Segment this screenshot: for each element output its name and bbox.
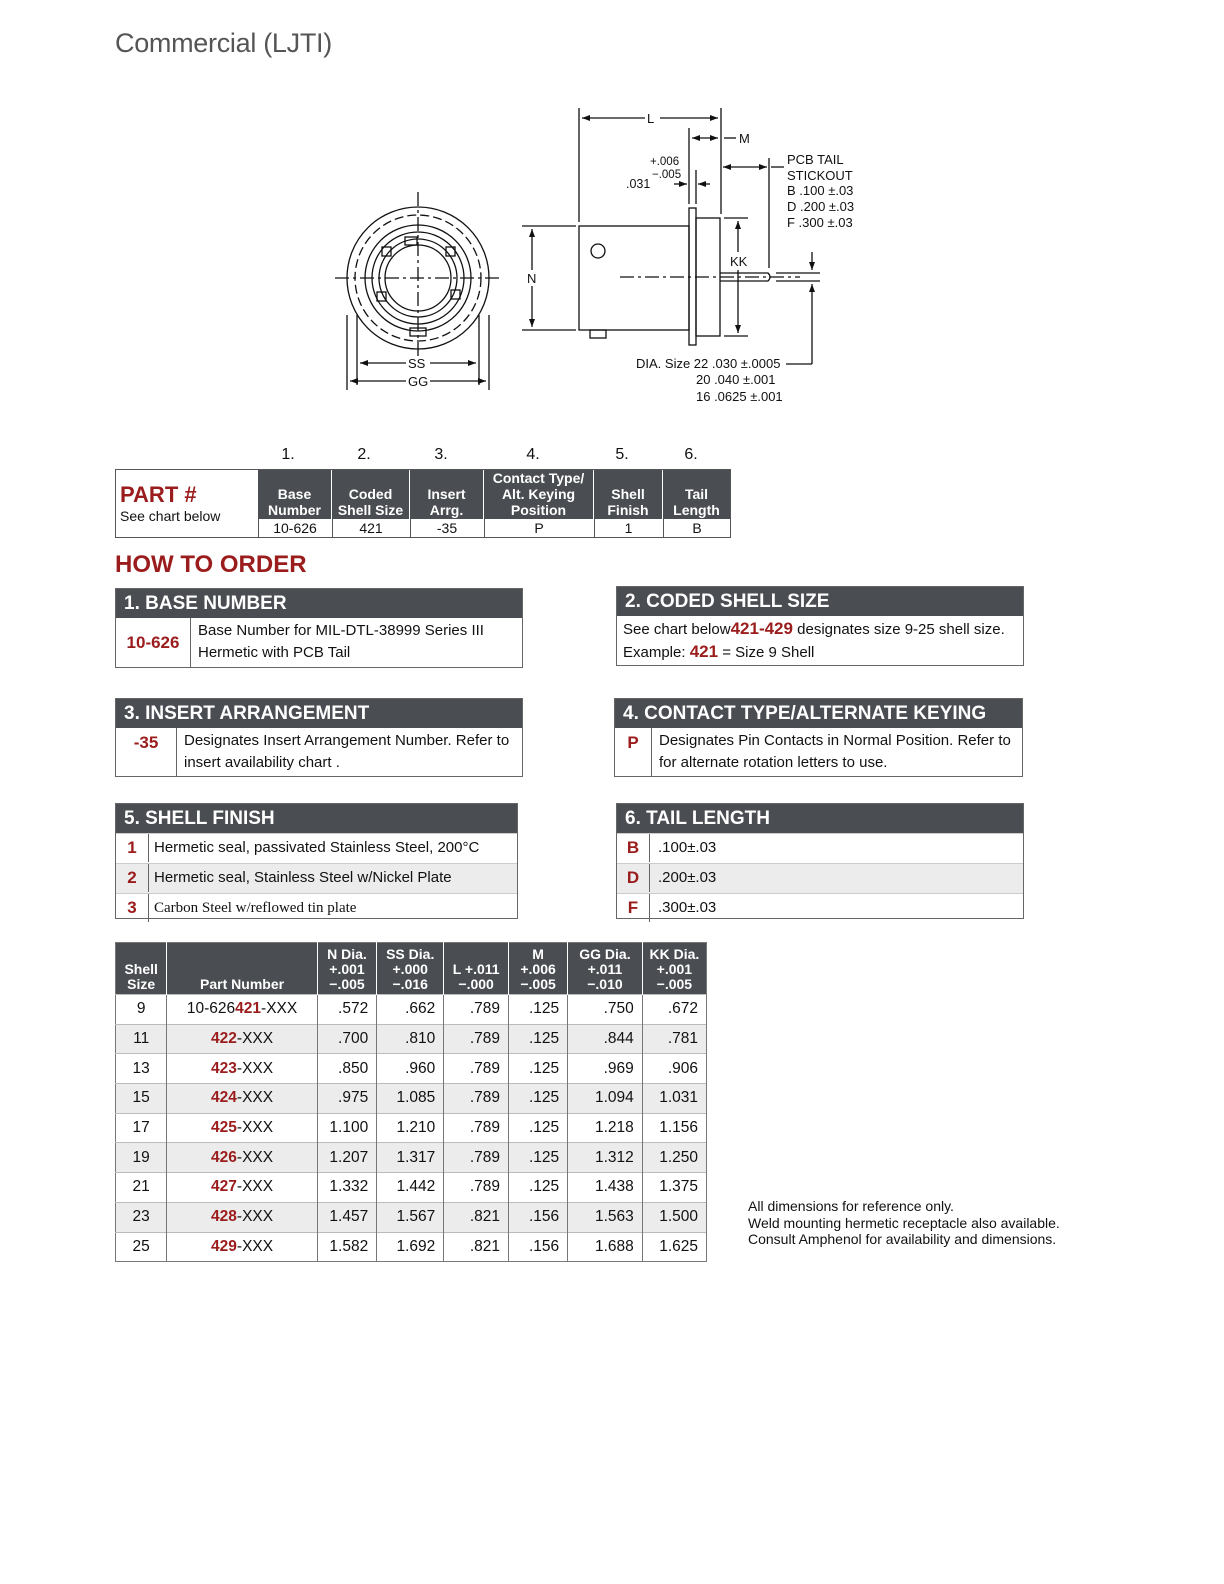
shell-finish-code: 1 [116, 834, 149, 862]
contact-desc-2: for alternate rotation letters to use. [659, 754, 888, 771]
kk-dia-cell: 1.031 [642, 1084, 706, 1114]
stickout-label: STICKOUT [787, 168, 853, 183]
ss-dia-cell: 1.692 [377, 1232, 444, 1262]
coded-shell-example-label: Example: [623, 644, 686, 661]
pn-col-tail [663, 470, 730, 537]
m-dim-cell: .125 [509, 995, 568, 1025]
shell-size-cell: 11 [116, 1024, 167, 1054]
part-code: 421 [235, 1000, 262, 1018]
dimension-row [116, 1024, 707, 1054]
m-dim-cell: .125 [509, 1024, 568, 1054]
shell-finish-row [116, 833, 517, 863]
coded-shell-range: 421-429 [730, 619, 793, 638]
dimension-row [116, 1054, 707, 1084]
dimension-row [116, 1143, 707, 1173]
dimension-row [116, 1232, 707, 1262]
dimension-row [116, 1202, 707, 1232]
part-code: 423 [211, 1059, 237, 1077]
stickout-b: B .100 ±.03 [787, 183, 854, 198]
gg-dia-cell: 1.688 [568, 1232, 643, 1262]
part-suffix: -XXX [236, 1089, 274, 1107]
shell-finish-text: Carbon Steel w/reflowed tin plate [154, 900, 357, 916]
dim-gg-label: GG [408, 374, 429, 389]
th-l: L +.011 −.000 [444, 943, 509, 995]
insert-desc-1: Designates Insert Arrangement Number. Refer to [184, 732, 510, 749]
part-number-table [115, 440, 735, 540]
kk-dia-cell: 1.156 [642, 1113, 706, 1143]
coded-shell-post: designates size 9-25 shell size. [797, 621, 1005, 638]
m-dim-cell: .125 [509, 1143, 568, 1173]
l-dim-cell: .789 [444, 995, 509, 1025]
ss-dia-cell: 1.085 [377, 1084, 444, 1114]
dimension-row [116, 1173, 707, 1203]
part-suffix: -XXX [236, 1178, 274, 1196]
n-dia-cell: .572 [317, 995, 376, 1025]
part-suffix: -XXX [236, 1208, 274, 1226]
th-shell-size: Shell Size [116, 943, 167, 995]
shell-size-cell: 17 [116, 1113, 167, 1143]
shell-size-cell: 21 [116, 1173, 167, 1203]
shell-size-cell: 15 [116, 1084, 167, 1114]
part-suffix: -XXX [236, 1237, 274, 1255]
part-number-cell [167, 1173, 317, 1203]
shell-size-cell: 25 [116, 1232, 167, 1262]
tail-length-text: .300±.03 [658, 899, 717, 916]
pn-val-insert: -35 [410, 519, 483, 537]
kk-dia-cell: 1.625 [642, 1232, 706, 1262]
pn-head-base-2: Number [268, 502, 321, 518]
tail-length-row [617, 863, 1023, 893]
part-number-cell [167, 1143, 317, 1173]
part-number-label-cell [116, 470, 259, 537]
l-dim-cell: .789 [444, 1113, 509, 1143]
shell-size-cell: 9 [116, 995, 167, 1025]
l-dim-cell: .821 [444, 1202, 509, 1232]
kk-dia-cell: 1.500 [642, 1202, 706, 1232]
section-base-number-title: 1. BASE NUMBER [116, 589, 522, 618]
pn-col-shell-size [332, 470, 410, 537]
section-tail-length-title: 6. TAIL LENGTH [617, 804, 1023, 833]
shell-size-cell: 19 [116, 1143, 167, 1173]
tail-length-code: F [617, 894, 650, 922]
m-dim-cell: .156 [509, 1202, 568, 1232]
shell-finish-row [116, 863, 517, 893]
ss-dia-cell: 1.567 [377, 1202, 444, 1232]
pn-head-contact-2: Alt. Keying [501, 486, 576, 502]
shell-size-cell: 13 [116, 1054, 167, 1084]
dia-line-2: 20 .040 ±.001 [696, 372, 776, 387]
tail-length-row [617, 833, 1023, 863]
th-m: M +.006 −.005 [509, 943, 568, 995]
insert-code: -35 [116, 728, 177, 776]
dim-n-label: N [527, 271, 537, 286]
section-contact-title: 4. CONTACT TYPE/ALTERNATE KEYING [615, 699, 1022, 728]
part-number-box [115, 469, 731, 538]
ss-dia-cell: 1.442 [377, 1173, 444, 1203]
m-dim-cell: .156 [509, 1232, 568, 1262]
part-suffix: -XXX [236, 1030, 274, 1048]
th-kk-dia: KK Dia. +.001 −.005 [642, 943, 706, 995]
pn-col-contact [484, 470, 594, 537]
contact-desc-1: Designates Pin Contacts in Normal Position. Refer to [659, 732, 1011, 749]
gg-dia-cell: 1.094 [568, 1084, 643, 1114]
part-number-title: PART # [120, 482, 197, 507]
stickout-d: D .200 ±.03 [787, 199, 855, 214]
th-gg-dia: GG Dia. +.011 −.010 [568, 943, 643, 995]
stickout-f: F .300 ±.03 [787, 215, 853, 230]
shell-finish-code: 3 [116, 894, 149, 922]
shell-size-cell: 23 [116, 1202, 167, 1232]
section-coded-shell-title: 2. CODED SHELL SIZE [617, 587, 1023, 616]
note-line-1: All dimensions for reference only. [748, 1198, 954, 1214]
contact-code: P [615, 728, 652, 776]
tail-length-code: B [617, 834, 650, 862]
dia-line-1: DIA. Size 22 .030 ±.0005 [636, 356, 781, 371]
dimension-row [116, 1084, 707, 1114]
m-dim-cell: .125 [509, 1084, 568, 1114]
gg-dia-cell: .750 [568, 995, 643, 1025]
section-contact-type [614, 698, 1023, 777]
dimension-row [116, 995, 707, 1025]
pn-val-finish: 1 [594, 519, 662, 537]
base-number-code: 10-626 [116, 618, 191, 667]
part-suffix: -XXX [261, 1000, 298, 1018]
m-dim-cell: .125 [509, 1113, 568, 1143]
part-number-cell [167, 1024, 317, 1054]
pn-head-finish-1: Shell [611, 486, 645, 502]
pn-val-base: 10-626 [258, 519, 331, 537]
part-number-cell [167, 1054, 317, 1084]
shell-finish-text: Hermetic seal, Stainless Steel w/Nickel Plate [154, 869, 452, 886]
n-dia-cell: 1.457 [317, 1202, 376, 1232]
pn-head-contact-1: Contact Type/ [492, 470, 585, 486]
pn-col-base [258, 470, 332, 537]
n-dia-cell: 1.207 [317, 1143, 376, 1173]
part-number-cell [167, 1202, 317, 1232]
dimension-table-header [116, 943, 707, 995]
pn-val-tail: B [663, 519, 730, 537]
part-number-cell [167, 1232, 317, 1262]
col-num-2: 2. [357, 446, 371, 463]
section-insert-arrangement [115, 698, 523, 777]
gg-dia-cell: 1.312 [568, 1143, 643, 1173]
dim-l-label: L [647, 111, 655, 126]
ss-dia-cell: .662 [377, 995, 444, 1025]
pn-col-finish [594, 470, 663, 537]
dim-ss-label: SS [408, 356, 426, 371]
part-code: 422 [211, 1030, 237, 1048]
pn-head-insert-2: Arrg. [429, 502, 464, 518]
pn-head-finish-2: Finish [607, 502, 649, 518]
th-n-dia: N Dia. +.001 −.005 [317, 943, 376, 995]
part-code: 425 [211, 1119, 237, 1137]
kk-dia-cell: .672 [642, 995, 706, 1025]
gg-dia-cell: .844 [568, 1024, 643, 1054]
part-suffix: -XXX [236, 1119, 274, 1137]
gg-dia-cell: 1.563 [568, 1202, 643, 1232]
pn-head-contact-3: Position [510, 502, 567, 518]
tol-minus-label: −.005 [652, 169, 682, 181]
part-suffix: -XXX [236, 1148, 274, 1166]
n-dia-cell: .850 [317, 1054, 376, 1084]
coded-shell-example-code: 421 [689, 642, 719, 661]
pn-head-base-1: Base [277, 486, 312, 502]
pn-head-shell-1: Coded [348, 486, 393, 502]
pcb-tail-label: PCB TAIL [787, 152, 844, 167]
notes [748, 1198, 1060, 1248]
m-dim-cell: .125 [509, 1173, 568, 1203]
part-number-cell [167, 995, 317, 1025]
ss-dia-cell: .960 [377, 1054, 444, 1084]
insert-desc-2: insert availability chart . [184, 754, 340, 771]
section-insert-title: 3. INSERT ARRANGEMENT [116, 699, 522, 728]
gg-dia-cell: .969 [568, 1054, 643, 1084]
note-line-2: Weld mounting hermetic receptacle also available. [748, 1214, 1060, 1231]
pn-col-insert [410, 470, 484, 537]
kk-dia-cell: .906 [642, 1054, 706, 1084]
col-num-4: 4. [526, 446, 540, 463]
kk-dia-cell: 1.375 [642, 1173, 706, 1203]
part-code: 429 [211, 1237, 237, 1255]
tail-length-row [617, 893, 1023, 923]
pn-head-tail-1: Tail [684, 486, 709, 502]
dimension-table [115, 942, 707, 1262]
kk-dia-cell: 1.250 [642, 1143, 706, 1173]
part-number-subtitle: See chart below [120, 508, 221, 524]
part-code: 424 [211, 1089, 237, 1107]
note-line-3: Consult Amphenol for availability and dimensions. [748, 1231, 1057, 1247]
page-title: Commercial (LJTI) [115, 28, 332, 58]
gg-dia-cell: 1.438 [568, 1173, 643, 1203]
ss-dia-cell: 1.317 [377, 1143, 444, 1173]
pn-head-tail-2: Length [673, 502, 720, 518]
pn-val-shell-size: 421 [332, 519, 409, 537]
col-num-1: 1. [281, 446, 295, 463]
shell-finish-code: 2 [116, 864, 149, 892]
part-number-cell [167, 1113, 317, 1143]
section-tail-length [616, 803, 1024, 919]
pn-head-shell-2: Shell Size [337, 502, 404, 518]
ss-dia-cell: .810 [377, 1024, 444, 1054]
n-dia-cell: .700 [317, 1024, 376, 1054]
tol-plus-label: +.006 [650, 156, 680, 168]
l-dim-cell: .789 [444, 1084, 509, 1114]
l-dim-cell: .789 [444, 1054, 509, 1084]
section-base-number [115, 588, 523, 668]
dim-m-label: M [739, 131, 750, 146]
l-dim-cell: .789 [444, 1143, 509, 1173]
dia-line-3: 16 .0625 ±.001 [696, 389, 783, 404]
n-dia-cell: .975 [317, 1084, 376, 1114]
m-dim-cell: .125 [509, 1054, 568, 1084]
th-part-number: Part Number [167, 943, 317, 995]
kk-dia-cell: .781 [642, 1024, 706, 1054]
col-num-6: 6. [684, 446, 698, 463]
base-number-desc-1: Base Number for MIL-DTL-38999 Series III [198, 622, 484, 639]
coded-shell-example-post: = Size 9 Shell [722, 644, 815, 661]
tail-length-code: D [617, 864, 650, 892]
how-to-order-heading: HOW TO ORDER [115, 551, 307, 578]
ss-dia-cell: 1.210 [377, 1113, 444, 1143]
dim-kk-label: KK [730, 254, 748, 269]
shell-finish-row [116, 893, 517, 923]
pn-head-insert-1: Insert [427, 486, 466, 502]
coded-shell-pre: See chart below [623, 621, 731, 638]
tail-length-text: .200±.03 [658, 869, 717, 886]
tail-length-text: .100±.03 [658, 839, 717, 856]
part-number-cell [167, 1084, 317, 1114]
shell-finish-text: Hermetic seal, passivated Stainless Steel, 200°C [154, 839, 480, 856]
part-suffix: -XXX [236, 1059, 274, 1077]
gg-dia-cell: 1.218 [568, 1113, 643, 1143]
dimension-row [116, 1113, 707, 1143]
th-ss-dia: SS Dia. +.000 −.016 [377, 943, 444, 995]
l-dim-cell: .789 [444, 1173, 509, 1203]
n-dia-cell: 1.332 [317, 1173, 376, 1203]
section-coded-shell-size [616, 586, 1024, 666]
col-num-5: 5. [615, 446, 629, 463]
l-dim-cell: .821 [444, 1232, 509, 1262]
n-dia-cell: 1.582 [317, 1232, 376, 1262]
part-code: 426 [211, 1148, 237, 1166]
part-prefix: 10-626 [186, 1000, 236, 1018]
l-dim-cell: .789 [444, 1024, 509, 1054]
part-code: 427 [211, 1178, 237, 1196]
section-shell-finish [115, 803, 518, 919]
part-code: 428 [211, 1208, 237, 1226]
section-shell-finish-title: 5. SHELL FINISH [116, 804, 517, 833]
col-num-3: 3. [434, 446, 448, 463]
pn-val-contact: P [484, 519, 593, 537]
base-number-desc-2: Hermetic with PCB Tail [198, 644, 351, 661]
dim-031-label: .031 [626, 177, 651, 191]
n-dia-cell: 1.100 [317, 1113, 376, 1143]
connector-drawing [300, 100, 900, 430]
